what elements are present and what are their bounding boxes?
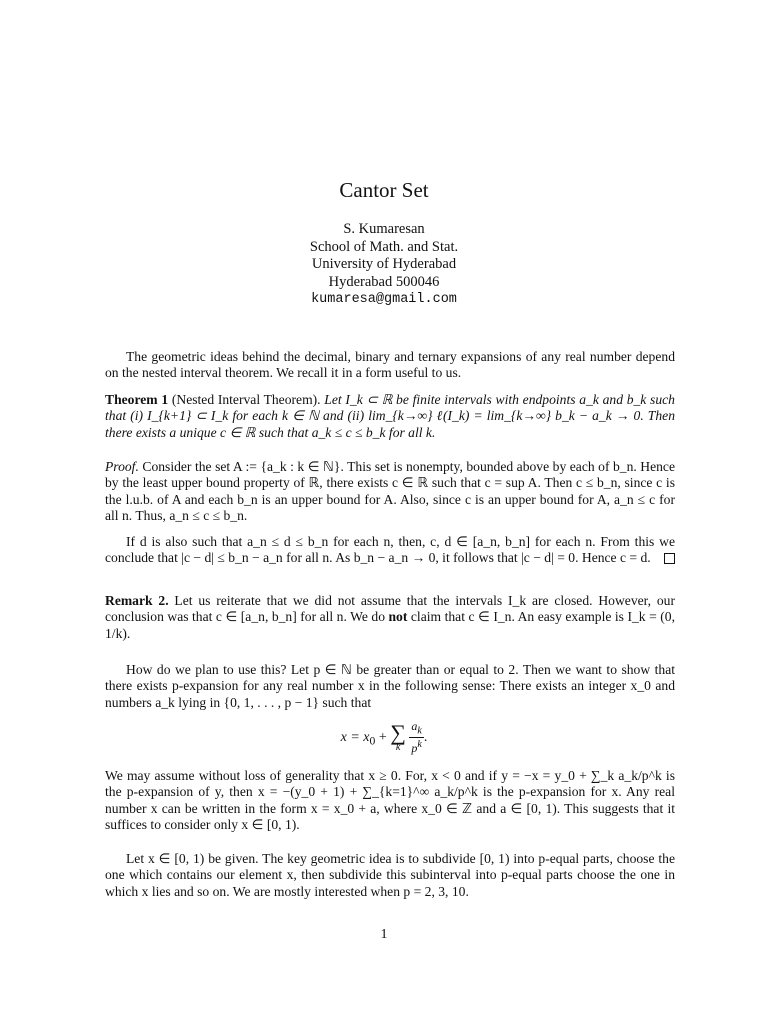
wlog-paragraph: We may assume without loss of generality that x ≥ 0. For, x < 0 and if y = −x = y_0 + ∑_k a_k/p^k is the p-expansion of y, then x = −(y_0 + 1) + ∑_{k=1}^∞ a_k/p^k is the p-expansion for x. Any real number x can be written in the form x = x_0 + a, where x_0 ∈ ℤ and a ∈ [0, 1). This suggests that it suffices to consider only x ∈ [0, 1). — [105, 768, 675, 832]
paper-title: Cantor Set — [339, 178, 429, 202]
theorem-body: Let I_k ⊂ ℝ be finite intervals with endpoints a_k and b_k such that (i) I_{k+1} ⊂ I_k for each k ∈ ℕ and (ii) lim_{k→∞} ℓ(I_k) = lim_{k→∞} b_k − a_k → 0. Then there exists a unique c ∈ ℝ such that a_k ≤ c ≤ b_k for all k. — [105, 392, 675, 440]
theorem-name: (Nested Interval Theorem). — [171, 392, 321, 407]
theorem-1 — [105, 392, 675, 441]
qed-icon — [664, 553, 675, 564]
remark-emphasis: not — [388, 609, 408, 625]
fraction-denominator: p — [411, 741, 418, 756]
equation-period: . — [423, 729, 428, 745]
theorem-label: Theorem 1 — [105, 392, 169, 407]
equation-subscript-0: 0 — [369, 734, 376, 748]
fraction-numerator: a — [411, 719, 418, 733]
author-university: University of Hyderabad — [311, 256, 457, 272]
geometric-paragraph: Let x ∈ [0, 1) be given. The key geometric idea is to subdivide [0, 1) into p-equal parts, choose the one which contains our element x, then subdivide this subinterval into p-equal parts choose the one in which x lies and so on. We are mostly interested when p = 2, 3, 10. — [105, 851, 675, 899]
denominator-superscript: k — [417, 739, 422, 751]
proof-text-1: Consider the set A := {a_k : k ∈ ℕ}. This set is nonempty, bounded above by each of b_n. Hence by the least upper bound property of ℝ, there exists c ∈ ℝ such that c = sup A. Then c ≤ b_n, since c is the l.u.b. of A and each b_n is an upper bound for A. Also, since c is an upper bound for A, a_n ≤ c for all n. Thus, a_n ≤ c ≤ b_n. — [105, 459, 675, 523]
plan-paragraph: How do we plan to use this? Let p ∈ ℕ be greater than or equal to 2. Then we want to show that there exists p-expansion for any real number x in the following sense: There exists an integer x_0 and numbers a_k lying in {0, 1, . . . , p − 1} such that — [105, 662, 675, 710]
proof-text-2: If d is also such that a_n ≤ d ≤ b_n for each n, then, c, d ∈ [a_n, b_n] for each n. From this we conclude that |c − d| ≤ b_n − a_n for all n. As b_n − a_n → 0, it follows that |c − d| = 0. Hence c = d. — [105, 534, 675, 566]
equation-lhs: x = x — [340, 729, 370, 745]
remark-label: Remark 2. — [105, 593, 169, 608]
proof-label: Proof. — [105, 459, 139, 474]
expansion-equation — [0, 720, 768, 755]
page-number: 1 — [380, 927, 388, 942]
proof-paragraph-2 — [105, 534, 675, 567]
sum-index: k — [395, 741, 401, 753]
remark-2 — [105, 593, 675, 642]
author-email: kumaresa@gmail.com — [311, 292, 457, 307]
author-city: Hyderabad 500046 — [328, 273, 440, 290]
equation-fraction — [409, 720, 423, 755]
intro-paragraph: The geometric ideas behind the decimal, binary and ternary expansions of any real number depend on the nested interval theorem. We recall it in a form useful to us. — [105, 349, 675, 381]
equation-plus: + — [375, 729, 391, 745]
numerator-subscript: k — [417, 725, 422, 737]
author-block — [0, 221, 768, 309]
author-name: S. Kumaresan — [343, 221, 425, 237]
author-department: School of Math. and Stat. — [309, 238, 459, 255]
remark-text-before: Let us reiterate that we did not assume that the intervals I_k are closed. However, our conclusion was that c ∈ [a_n, b_n] for all n. We do — [105, 593, 675, 625]
sum-symbol: ∑ k — [390, 719, 406, 753]
remark-text-after: claim that c ∈ I_n. An easy example is I_k = (0, 1/k). — [105, 609, 675, 641]
proof-paragraph-1 — [105, 459, 675, 524]
